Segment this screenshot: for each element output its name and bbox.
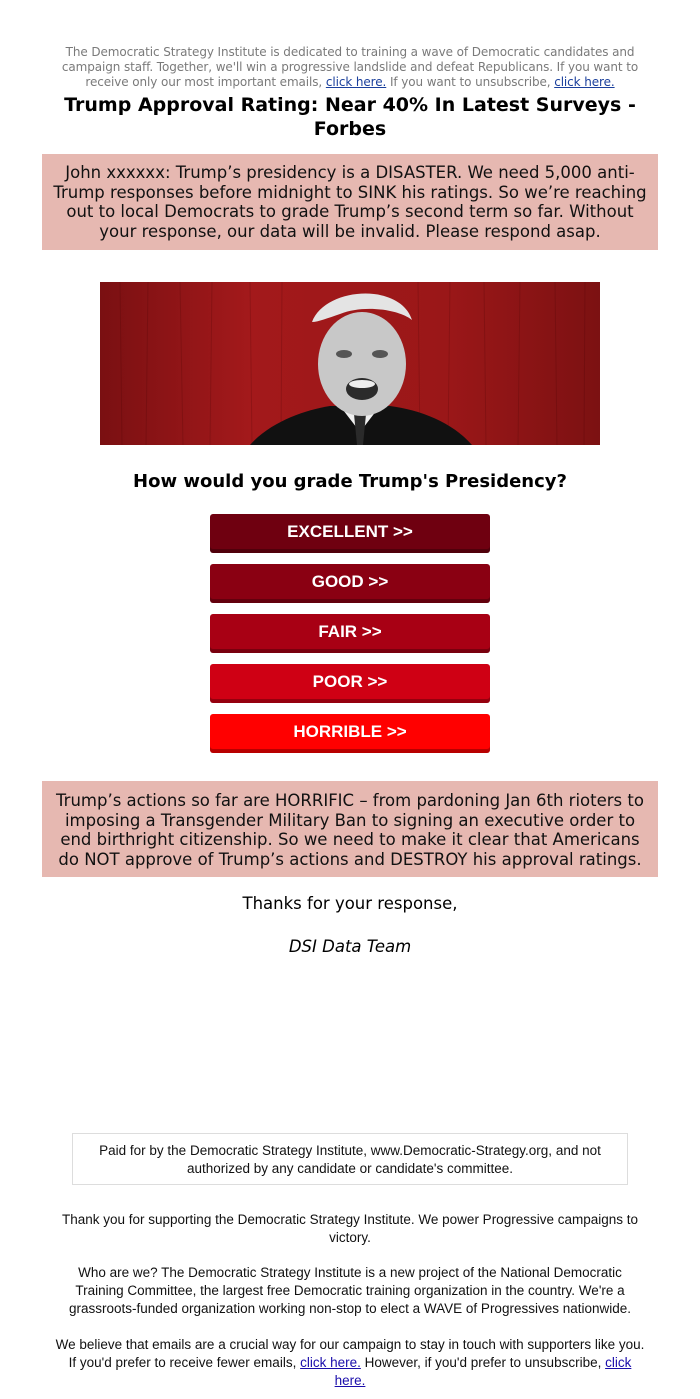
footer-about-paragraph: Who are we? The Democratic Strategy Institute is a new project of the National Democratic Training Committee, the largest free Democratic training organization in the country. We're a grassroots-funded organization working non-stop to elect a WAVE of Progressives nationwide. [68,1265,632,1316]
hero-photo-graphic [100,282,600,445]
preheader-text-unsubscribe: If you want to unsubscribe, [389,75,551,89]
grade-horrible-button[interactable]: HORRIBLE >> [210,714,490,753]
callout-bottom: Trump’s actions so far are HORRIFIC – from pardoning Jan 6th rioters to imposing a Transgender Military Ban to signing an executive order to end birthright citizenship. So we need to make it clear that Americans do NOT approve of Trump’s actions and DESTROY his approval ratings. [42,781,658,877]
grade-question: How would you grade Trump's Presidency? [133,471,567,492]
grade-fair-button[interactable]: FAIR >> [210,614,490,653]
footer-thanks-paragraph: Thank you for supporting the Democratic Strategy Institute. We power Progressive campaigns to victory. [61,1212,639,1245]
unsubscribe-link[interactable]: click here. [554,75,615,89]
signoff-team: DSI Data Team [288,937,412,956]
preheader-text: The Democratic Strategy Institute is dedicated to training a wave of Democratic candidates and campaign staff. Together, we'll win a progressive landslide and defeat Republicans. If you want to receive only our most important emails, [61,45,639,89]
hero-image[interactable] [100,282,600,445]
footer-unsubscribe-text: However, if you'd prefer to unsubscribe, [364,1355,602,1370]
headline: Trump Approval Rating: Near 40% In Latest Surveys - Forbes [64,94,636,140]
grade-excellent-button[interactable]: EXCELLENT >> [210,514,490,553]
footer-fewer-emails-link[interactable]: click here. [300,1355,361,1370]
footer-unsubscribe-link[interactable]: click here. [334,1355,632,1388]
paid-for-disclaimer: Paid for by the Democratic Strategy Institute, www.Democratic-Strategy.org, and not authorized by any candidate or candidate's committee. [72,1133,628,1185]
callout-top: John xxxxxx: Trump’s presidency is a DISASTER. We need 5,000 anti-Trump responses before midnight to SINK his ratings. So we’re reaching out to local Democrats to grade Trump’s second term so far. Without your response, our data will be invalid. Please respond asap. [42,154,658,250]
fewer-emails-link[interactable]: click here. [325,75,387,89]
footer-email-text: We believe that emails are a crucial way for our campaign to stay in touch with supporters like you. If you'd prefer to receive fewer emails, [55,1337,645,1370]
signoff-thanks: Thanks for your response, [242,894,458,913]
footer-email-paragraph [55,1336,645,1390]
grade-good-button[interactable]: GOOD >> [210,564,490,603]
preheader [50,45,650,90]
grade-poor-button[interactable]: POOR >> [210,664,490,703]
